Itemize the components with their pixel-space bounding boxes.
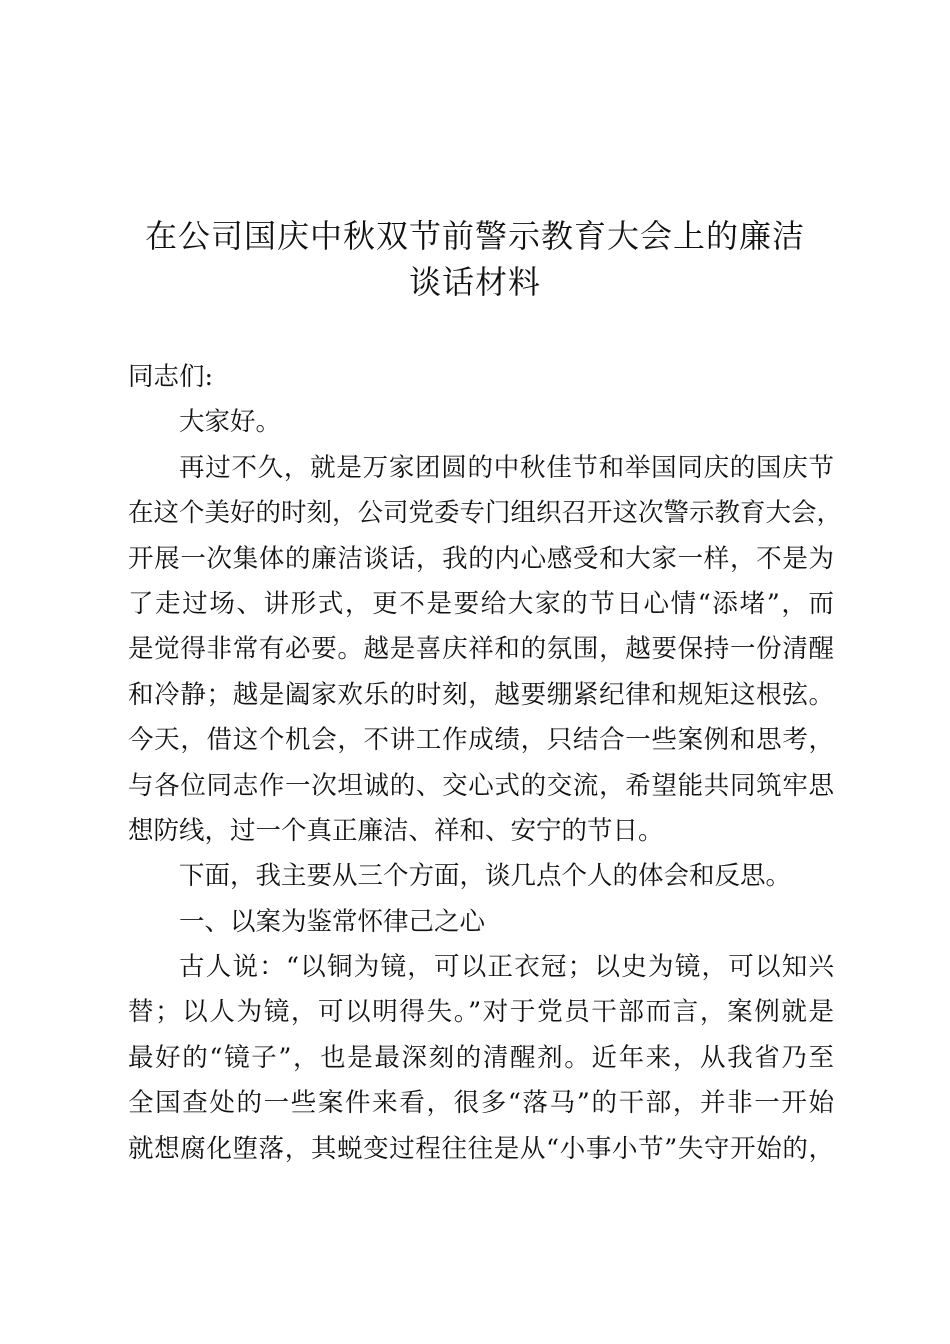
paragraph-line: 全国查处的一些案件来看，很多“落马”的干部，并非一开始: [128, 1088, 834, 1119]
paragraph-line: 下面，我主要从三个方面，谈几点个人的体会和反思。: [179, 861, 792, 892]
document-body: [128, 355, 843, 1172]
paragraph-line: 替；以人为镜，可以明得失。”对于党员干部而言，案例就是: [128, 997, 834, 1028]
section-heading: 一、以案为鉴常怀律己之心: [179, 906, 486, 937]
title-line-2: 谈话材料: [408, 263, 541, 301]
paragraph-line: 就想腐化堕落，其蜕变过程往往是从“小事小节”失守开始的，: [128, 1133, 834, 1164]
paragraph-line: 开展一次集体的廉洁谈话，我的内心感受和大家一样，不是为: [128, 543, 834, 574]
paragraph-line: 大家好。: [179, 407, 282, 438]
paragraph-line: 想防线，过一个真正廉洁、祥和、安宁的节日。: [128, 815, 664, 846]
paragraph-line: 了走过场、讲形式，更不是要给大家的节日心情“添堵”，而: [128, 588, 834, 619]
salutation: 同志们:: [128, 362, 214, 392]
paragraph-line: 和冷静；越是阖家欢乐的时刻，越要绷紧纪律和规矩这根弦。: [128, 679, 834, 710]
paragraph-line: 在这个美好的时刻，公司党委专门组织召开这次警示教育大会，: [128, 498, 843, 529]
paragraph-line: 是觉得非常有必要。越是喜庆祥和的氛围，越要保持一份清醒: [128, 634, 834, 665]
document-title: [100, 213, 850, 305]
paragraph-line: 古人说：“以铜为镜，可以正衣冠；以史为镜，可以知兴: [179, 952, 834, 983]
paragraph-line: 今天，借这个机会，不讲工作成绩，只结合一些案例和思考，: [128, 725, 834, 756]
title-line-1: 在公司国庆中秋双节前警示教育大会上的廉洁: [144, 217, 805, 255]
paragraph-line: 最好的“镜子”，也是最深刻的清醒剂。近年来，从我省乃至: [128, 1042, 834, 1073]
paragraph-line: 再过不久，就是万家团圆的中秋佳节和举国同庆的国庆节: [179, 452, 834, 483]
paragraph-line: 与各位同志作一次坦诚的、交心式的交流，希望能共同筑牢思: [128, 770, 834, 801]
